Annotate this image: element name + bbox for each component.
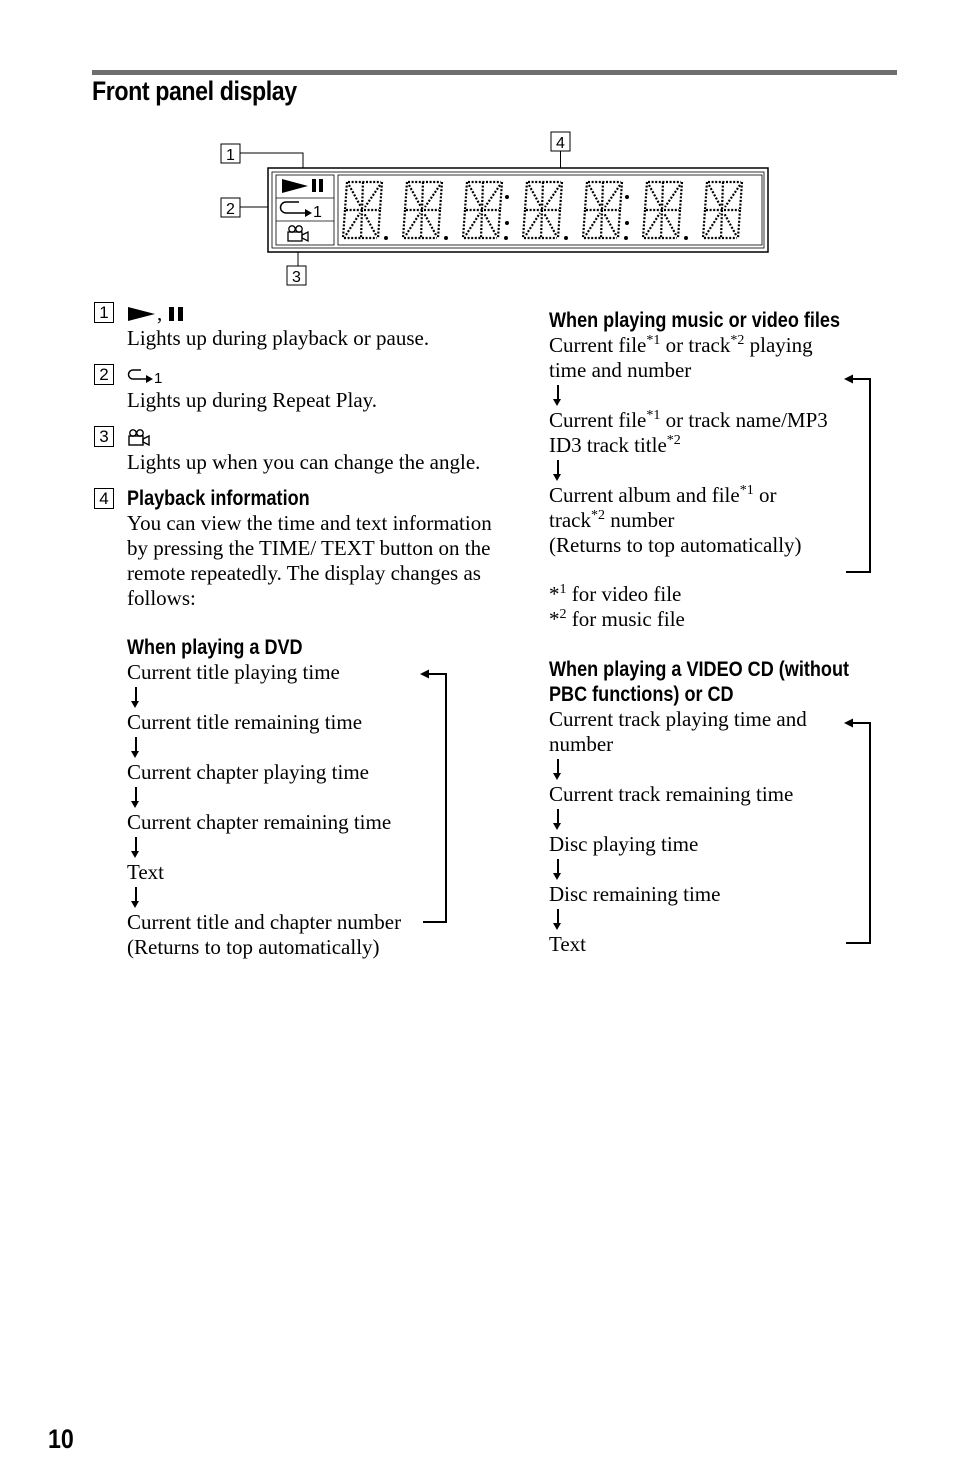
dvd-returns-note: (Returns to top automatically) xyxy=(127,935,380,959)
section-title: Front panel display xyxy=(92,76,297,106)
callout-1 xyxy=(221,144,240,164)
down-arrow-icon xyxy=(549,383,569,408)
svg-text:1: 1 xyxy=(226,147,235,164)
item-description: Lights up during playback or pause. xyxy=(127,326,430,350)
vcd-heading-line2: PBC functions) or CD xyxy=(549,683,734,706)
dvd-sequence xyxy=(127,660,494,960)
footnote: *$^2$ for music file xyxy=(549,607,685,631)
down-arrow-icon xyxy=(127,735,147,760)
down-arrow-icon xyxy=(549,458,569,483)
header-rule xyxy=(92,70,897,75)
files-step: Current file$^{*1}$ or track$^{*2}$ playing time and number xyxy=(549,333,813,382)
left-column xyxy=(94,300,494,960)
page-number: 10 xyxy=(48,1424,74,1454)
dvd-step: Current chapter playing time xyxy=(127,760,370,784)
down-arrow-icon xyxy=(127,785,147,810)
item-number: 2 xyxy=(94,364,114,385)
symbol-separator: , xyxy=(157,300,163,325)
pause-icon xyxy=(168,305,188,321)
repeat-icon xyxy=(127,365,163,387)
files-step: Current file$^{*1}$ or track name/MP3 ID3 track title$^{*2}$ xyxy=(549,408,828,457)
footnotes xyxy=(549,582,899,632)
dvd-heading: When playing a DVD xyxy=(127,636,303,659)
dvd-step: Current title playing time xyxy=(127,660,340,684)
front-panel-illustration xyxy=(200,125,780,290)
down-arrow-icon xyxy=(549,857,569,882)
item-title: Playback information xyxy=(127,487,310,510)
item-description: You can view the time and text information by pressing the TIME/ TEXT button on the remote repeatedly. The display changes as follows: xyxy=(127,511,492,610)
down-arrow-icon xyxy=(127,685,147,710)
vcd-step: Text xyxy=(549,932,587,956)
vcd-step: Current track remaining time xyxy=(549,782,794,806)
item-3 xyxy=(94,424,494,475)
item-2 xyxy=(94,362,494,413)
files-step: Current album and file$^{*1}$ or track$^{*2}$ number xyxy=(549,483,777,532)
item-symbols xyxy=(127,424,494,450)
dvd-step: Current title remaining time xyxy=(127,710,363,734)
vcd-step: Disc playing time xyxy=(549,832,699,856)
files-sequence xyxy=(549,333,899,558)
down-arrow-icon xyxy=(127,885,147,910)
item-symbols xyxy=(127,362,494,388)
right-column xyxy=(549,308,899,957)
item-number: 3 xyxy=(94,426,114,447)
down-arrow-icon xyxy=(127,835,147,860)
item-4 xyxy=(94,486,494,960)
item-symbols xyxy=(127,300,494,326)
loop-arrow-icon xyxy=(844,361,874,576)
down-arrow-icon xyxy=(549,907,569,932)
callout-2 xyxy=(221,198,240,218)
vcd-sequence xyxy=(549,707,899,957)
files-returns-note: (Returns to top automatically) xyxy=(549,533,802,557)
svg-text:2: 2 xyxy=(226,201,235,218)
item-number: 4 xyxy=(94,488,114,509)
svg-text:3: 3 xyxy=(292,269,301,286)
callout-3 xyxy=(287,266,306,286)
files-heading: When playing music or video files xyxy=(549,309,841,332)
svg-text:4: 4 xyxy=(556,135,565,152)
vcd-step: Disc remaining time xyxy=(549,882,721,906)
callout-4 xyxy=(551,132,570,152)
segment-display xyxy=(338,175,762,245)
dvd-step: Text xyxy=(127,860,165,884)
item-description: Lights up during Repeat Play. xyxy=(127,388,378,412)
angle-icon xyxy=(127,427,155,447)
footnote: *$^1$ for video file xyxy=(549,582,682,606)
front-panel-diagram xyxy=(200,125,780,290)
vcd-heading-line1: When playing a VIDEO CD (without xyxy=(549,658,849,681)
item-1 xyxy=(94,300,494,351)
item-number: 1 xyxy=(94,302,114,323)
item-description: Lights up when you can change the angle. xyxy=(127,450,481,474)
loop-arrow-icon xyxy=(844,707,874,947)
loop-arrow-icon xyxy=(419,660,455,930)
down-arrow-icon xyxy=(549,807,569,832)
svg-text:1: 1 xyxy=(313,204,322,221)
svg-text:1: 1 xyxy=(154,370,163,387)
play-icon xyxy=(127,305,157,321)
dvd-step: Current chapter remaining time xyxy=(127,810,392,834)
dvd-step: Current title and chapter number xyxy=(127,910,402,934)
vcd-step: Current track playing time and number xyxy=(549,707,807,756)
down-arrow-icon xyxy=(549,757,569,782)
